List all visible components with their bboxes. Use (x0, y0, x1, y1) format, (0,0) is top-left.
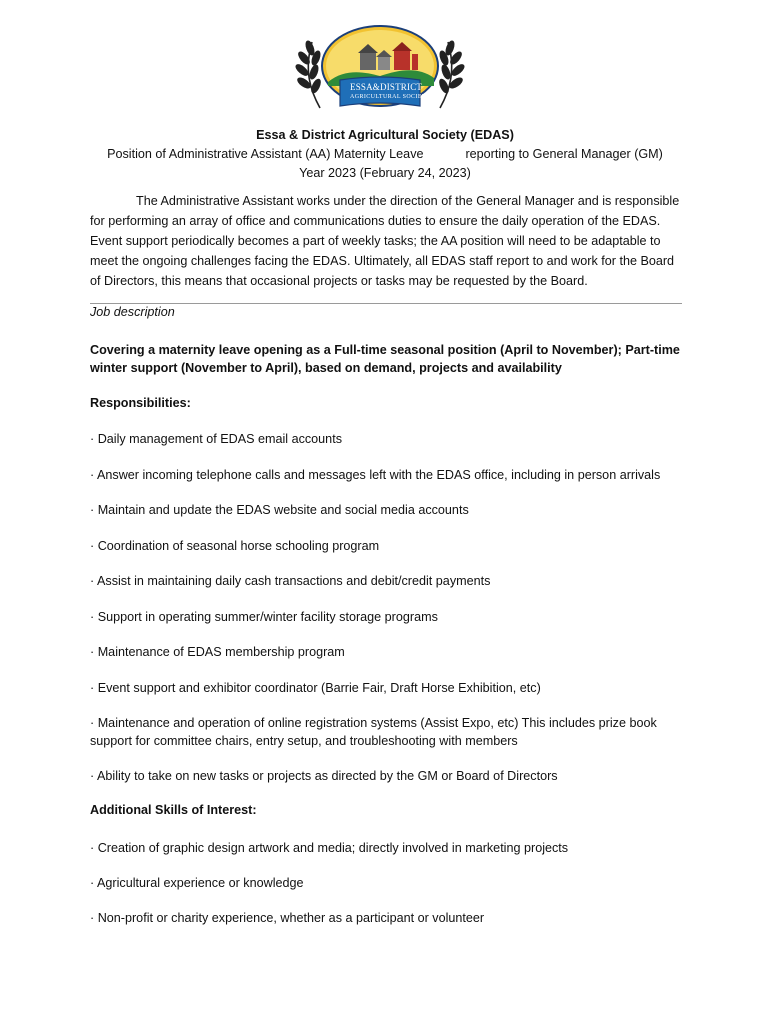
list-item: · Creation of graphic design artwork and media; directly involved in marketing projects (90, 841, 569, 855)
additional-skills-heading: Additional Skills of Interest: (90, 803, 257, 817)
edas-logo (290, 20, 470, 112)
list-item: · Coordination of seasonal horse schooling program (90, 539, 380, 553)
list-item: · Ability to take on new tasks or projects as directed by the GM or Board of Directors (90, 769, 558, 783)
logo-text-line1: ESSA&DISTRICT (350, 82, 423, 92)
list-item: · Agricultural experience or knowledge (90, 876, 304, 890)
job-description-label: Job description (90, 305, 175, 319)
list-item: · Non-profit or charity experience, whether as a participant or volunteer (90, 911, 485, 925)
logo-text (290, 20, 470, 112)
intro-paragraph: The Administrative Assistant works under the direction of the General Manager and is responsible for performing an array of office and communications duties to ensure the daily operation of the EDAS. Event support periodically becomes a part of weekly tasks; the AA position will need to be adaptable to meet the ongoing challenges facing the EDAS. Ultimately, all EDAS staff report to and work for the Board of Directors, this means that occasional projects or tasks may be requested by the Board. (90, 194, 680, 288)
list-item: · Daily management of EDAS email accounts (90, 432, 342, 446)
list-item: · Event support and exhibitor coordinator (Barrie Fair, Draft Horse Exhibition, etc) (90, 681, 541, 695)
list-item: · Maintenance and operation of online registration systems (Assist Expo, etc) This includes prize book support for committee chairs, entry setup, and troubleshooting with members (90, 716, 657, 748)
section-divider (90, 303, 682, 304)
list-item: · Maintain and update the EDAS website and social media accounts (90, 503, 469, 517)
position-line: Position of Administrative Assistant (AA) Maternity Leave reporting to General Manager (GM) (107, 147, 663, 161)
list-item: · Maintenance of EDAS membership program (90, 645, 345, 659)
year-line: Year 2023 (February 24, 2023) (299, 166, 471, 180)
list-item: · Assist in maintaining daily cash transactions and debit/credit payments (90, 574, 491, 588)
list-item: · Answer incoming telephone calls and messages left with the EDAS office, including in person arrivals (90, 468, 661, 482)
position-summary: Covering a maternity leave opening as a Full-time seasonal position (April to November); Part-time winter support (November to April), based on demand, projects and availability (90, 343, 680, 375)
document-title: Essa & District Agricultural Society (EDAS) (256, 128, 514, 142)
list-item: · Support in operating summer/winter facility storage programs (90, 610, 438, 624)
logo-text-line2: AGRICULTURAL SOCIETY (350, 94, 431, 100)
responsibilities-heading: Responsibilities: (90, 396, 191, 410)
document-header (90, 126, 680, 183)
